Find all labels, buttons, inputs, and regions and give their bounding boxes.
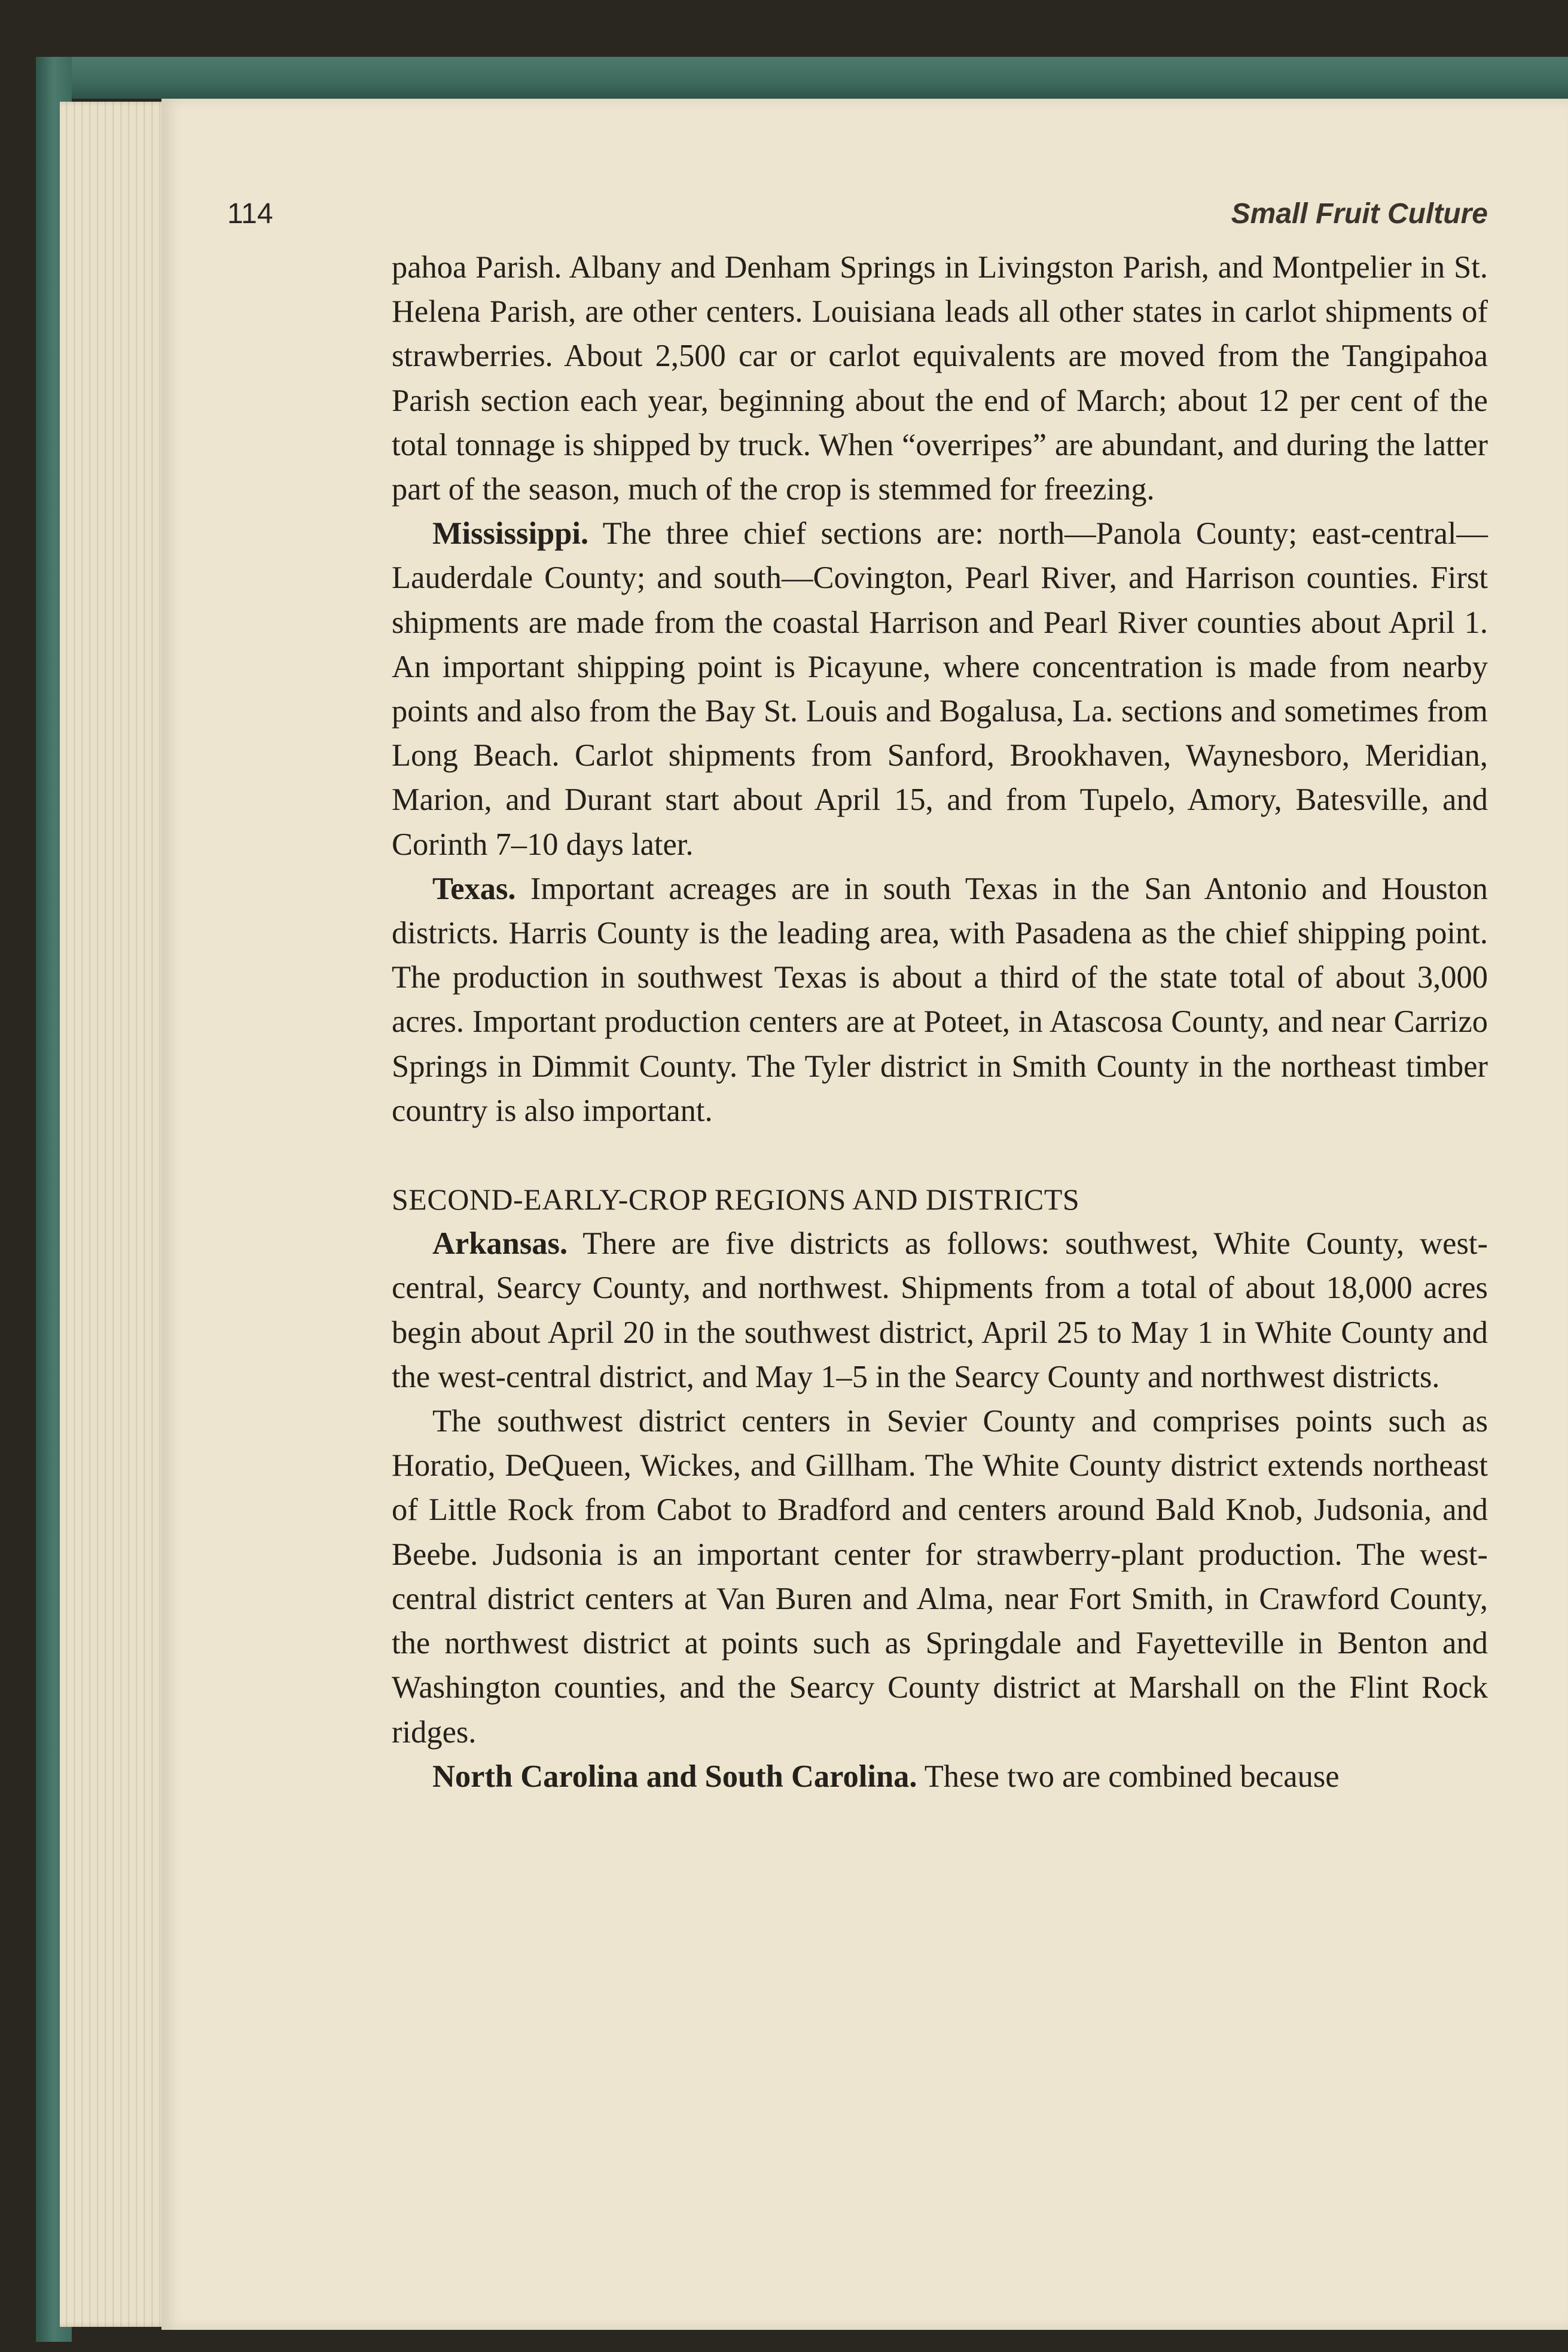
paragraph-mississippi [392, 511, 1488, 867]
paragraph-text: Important acreages are in south Texas in the San Antonio and Houston districts. Harris County is the leading area, with Pasadena as the chief shipping point. The production in southwest Texas is about a third of the state total of about 3,000 acres. Important production centers are at Poteet, in Atascosa County, and near Carrizo Springs in Dimmit County. The Tyler district in Smith County in the northeast timber country is also important. [392, 871, 1488, 1128]
book-title: Small Fruit Culture [1231, 198, 1488, 230]
body-text [392, 245, 1488, 1799]
paragraph-lead: Arkansas. [432, 1226, 568, 1262]
paragraph-text: The three chief sections are: north—Panola County; east-central—Lauderdale County; and south—Covington, Pearl River, and Harrison counties. First shipments are made from the coastal Harrison and Pearl River counties about April 1. An important shipping point is Picayune, where concentration is made from nearby points and also from the Bay St. Louis and Bogalusa, La. sections and sometimes from Long Beach. Carlot shipments from Sanford, Brookhaven, Waynesboro, Meridian, Marion, and Durant start about April 15, and from Tupelo, Amory, Batesville, and Corinth 7–10 days later. [392, 516, 1488, 862]
book-cover-top-edge [36, 57, 1568, 99]
paragraph-texas [392, 867, 1488, 1133]
running-head [227, 197, 1488, 245]
section-heading: SECOND-EARLY-CROP REGIONS AND DISTRICTS [392, 1183, 1080, 1217]
paragraph-text: pahoa Parish. Albany and Denham Springs in Livingston Parish, and Montpelier in St. Helena Parish, are other centers. Louisiana leads all other states in carlot shipments of strawberries. About 2,500 car or carlot equivalents are moved from the Tangipahoa Parish section each year, beginning about the end of March; about 12 per cent of the total tonnage is shipped by truck. When “overripes” are abundant, and during the latter part of the season, much of the crop is stemmed for freezing. [392, 250, 1488, 507]
paragraph-lead: North Carolina and South Carolina. [432, 1759, 917, 1794]
paragraph-lead: Mississippi. [432, 516, 589, 552]
paragraph-arkansas-districts [392, 1399, 1488, 1754]
paragraph-text: These two are combined because [924, 1759, 1340, 1794]
paragraph-text: The southwest district centers in Sevier County and comprises points such as Horatio, DeQueen, Wickes, and Gillham. The White County district extends northeast of Little Rock from Cabot to Bradford and centers around Bald Knob, Judsonia, and Beebe. Judsonia is an important center for strawberry-plant production. The west-central district centers at Van Buren and Alma, near Fort Smith, in Crawford County, the northwest district at points such as Springdale and Fayetteville in Benton and Washington counties, and the Searcy County district at Marshall on the Flint Rock ridges. [392, 1404, 1488, 1750]
paragraph-text: There are five districts as follows: southwest, White County, west-central, Searcy County, and northwest. Shipments from a total of about 18,000 acres begin about April 20 in the southwest district, April 25 to May 1 in White County and the west-central district, and May 1–5 in the Searcy County and northwest districts. [392, 1226, 1488, 1394]
page-number: 114 [227, 198, 273, 230]
paragraph-arkansas [392, 1221, 1488, 1399]
paragraph-lead: Texas. [432, 871, 516, 906]
paragraph-louisiana-continued [392, 245, 1488, 511]
paragraph-carolinas [392, 1754, 1488, 1799]
